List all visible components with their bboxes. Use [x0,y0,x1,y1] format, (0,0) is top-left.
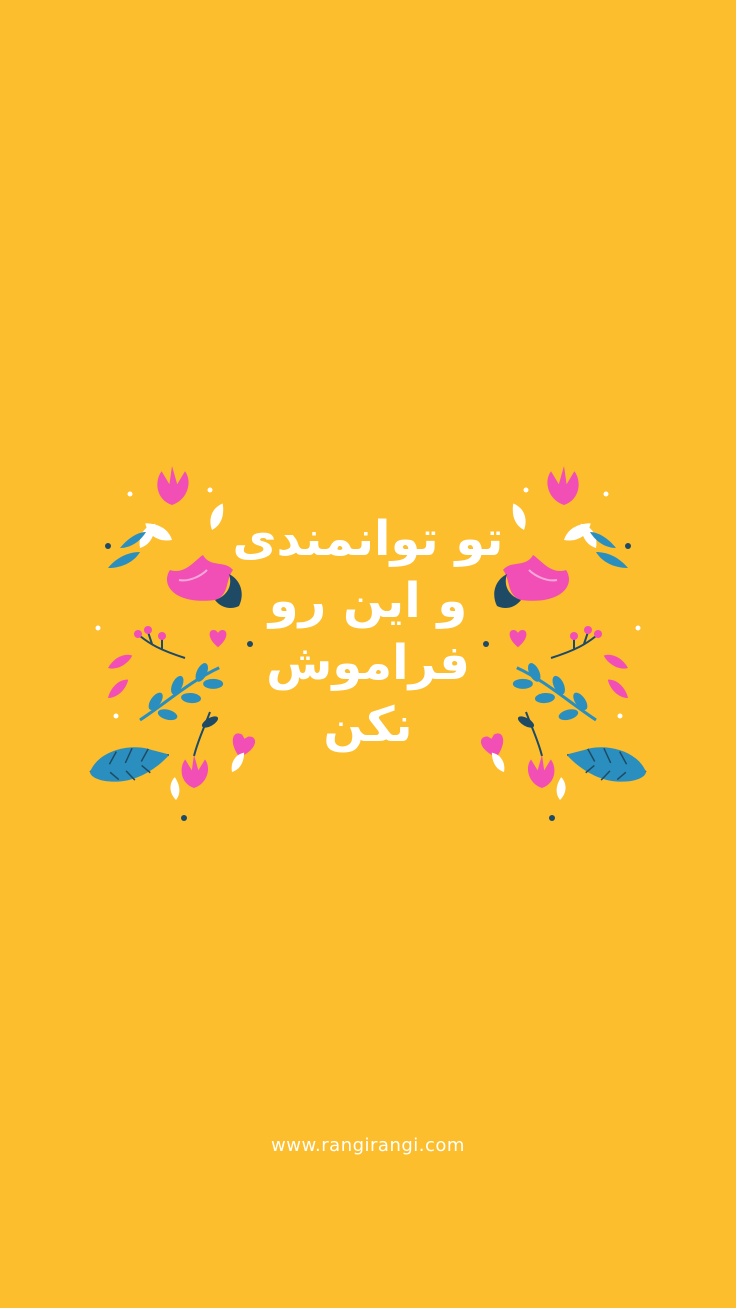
quote-line-3: فراموش [266,635,470,691]
quote-line-1: تو توانمندی [232,511,504,567]
quote-text [228,508,508,756]
quote-line-2: و این رو [268,573,468,629]
website-watermark: www.rangirangi.com [271,1135,465,1156]
quote-line-4: نکن [323,697,413,753]
